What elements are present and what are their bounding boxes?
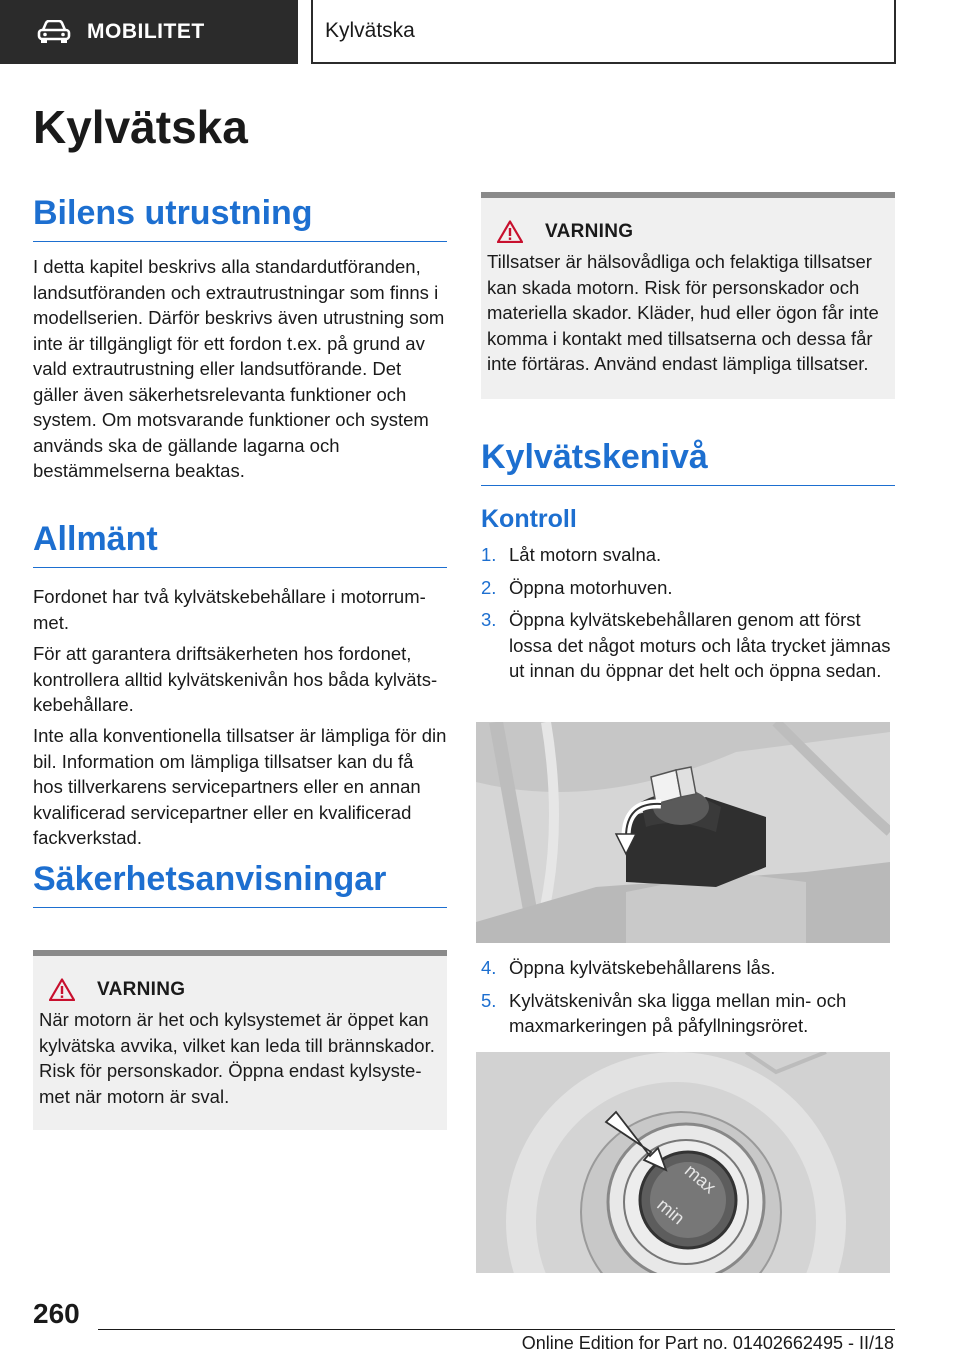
section-label: MOBILITET <box>87 20 205 43</box>
list-item: 5. Kylvätskenivån ska ligga mellan min- och maxmarkeringen på påfyllningsröret. <box>481 989 847 1036</box>
chapter-header <box>311 0 896 64</box>
allmant-paragraph-3: Inte alla konventionella tillsatser är lämpliga för din bil. Information om lämpliga tillsatser kan du få hos tillverkarens servicepartners eller en annan kvalificerad servicepartner eller en kvalificerad fackverkstad. <box>33 725 447 848</box>
max-marking: max <box>680 1160 720 1198</box>
list-item: 4. Öppna kylvätskebehållarens lås. <box>481 957 776 978</box>
warning-box-burn <box>33 950 447 1130</box>
heading-allmant: Allmänt <box>33 520 447 568</box>
footer-divider <box>98 1329 895 1330</box>
warning-label: VARNING <box>97 978 186 1000</box>
list-item: 3. Öppna kylvätskebehållaren genom att först lossa det något moturs och låta trycket jämnas ut innan du öppnar det helt och öppna sedan. <box>481 609 891 681</box>
section-tab[interactable] <box>0 0 298 64</box>
page-number: 260 <box>33 1298 80 1329</box>
car-icon <box>37 20 71 44</box>
list-item: 2. Öppna motorhuven. <box>481 576 673 598</box>
warning-box-additives <box>481 192 895 399</box>
steps-list-2 <box>481 955 895 1046</box>
allmant-paragraph-1: Fordonet har två kylvätskebehållare i motorrummet. <box>33 586 426 633</box>
figure-filler-neck <box>476 1052 890 1273</box>
warning-label: VARNING <box>545 220 634 242</box>
footer-edition: Online Edition for Part no. 01402662495 - II/18 <box>521 1333 894 1353</box>
warning-triangle-icon <box>497 220 523 243</box>
heading-bilens-utrustning: Bilens utrustning <box>33 194 447 242</box>
heading-kontroll: Kontroll <box>481 505 577 533</box>
figure-reservoir-cap <box>476 722 890 943</box>
min-marking: min <box>653 1194 689 1229</box>
allmant-paragraph-2: För att garantera driftsäkerheten hos fordonet, kontrollera alltid kylvätskenivån hos båda kylvätskebehållare. <box>33 643 438 715</box>
bilens-paragraph: I detta kapitel beskrivs alla standardutföranden, landsutföranden och extrautrustningar som finns i modellserien. Därför beskrivs även utrustning som inte är tillgängligt för ett fordon t.ex. på grund av vald extrautrustning eller landsutförande. Det gäller även säkerhetsrelevanta funktioner och system. Om motsvarande funktioner och system används ska de gällande lagarna och bestämmelserna beaktas. <box>33 256 445 481</box>
list-item: 1. Låt motorn svalna. <box>481 544 662 565</box>
warning-triangle-icon <box>49 978 75 1001</box>
filler-neck-illustration <box>476 1052 890 1273</box>
warning-body: När motorn är het och kylsystemet är öppet kan kylvätska avvika, vilket kan leda till brännskador. Risk för personskador. Öppna endast kylsystemet när motorn är sval. <box>39 1009 435 1107</box>
heading-kylvatskeniva: Kylvätskenivå <box>481 438 895 486</box>
heading-sakerhetsanvisningar: Säkerhetsanvisningar <box>33 860 447 908</box>
reservoir-illustration <box>476 722 890 943</box>
steps-list-1 <box>481 542 895 691</box>
chapter-label: Kylvätska <box>325 19 415 42</box>
page-title: Kylvätska <box>33 101 248 153</box>
warning-body: Tillsatser är hälsovådliga och felaktiga tillsatser kan skada motorn. Risk för personskador och materiella skador. Kläder, hud eller ögon får inte komma i kontakt med tillsatserna och dessa får inte förtäras. Använd endast lämpliga tillsatser. <box>487 251 879 374</box>
